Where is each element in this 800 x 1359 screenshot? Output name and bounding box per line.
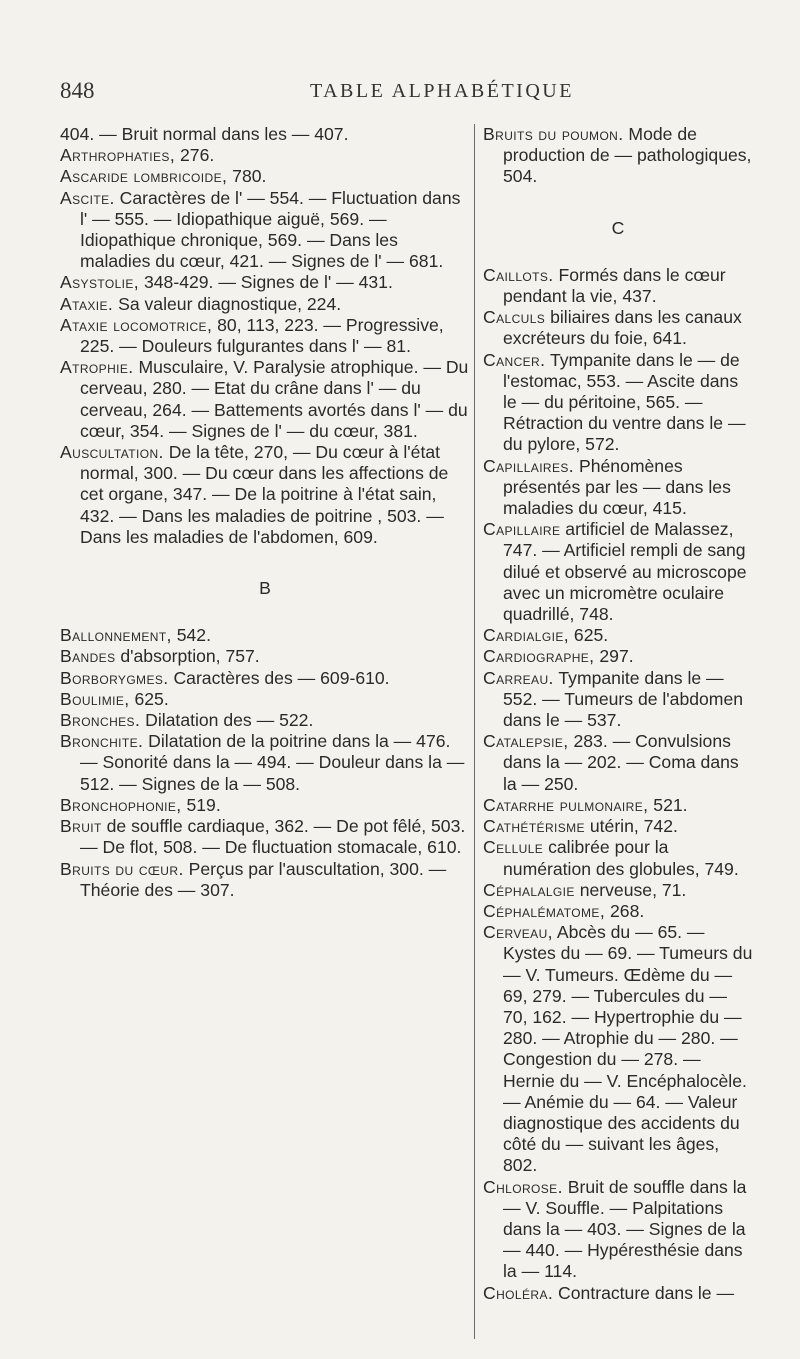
running-title: TABLE ALPHABÉTIQUE — [310, 80, 574, 102]
index-entry — [60, 731, 470, 795]
entry-text: calibrée pour la numération des globules, 749. — [503, 837, 739, 879]
entry-headword: Ascaride lombricoide, — [60, 166, 228, 187]
entry-text: 780. — [227, 166, 267, 187]
entry-headword: Carreau. — [483, 667, 554, 688]
entries-a — [60, 145, 470, 548]
entry-headword: Bruits du cœur. — [60, 858, 184, 879]
entry-headword: Ascite. — [60, 187, 115, 208]
index-entry — [483, 816, 753, 837]
entry-text: Sa valeur diagnostique, 224. — [113, 293, 342, 314]
index-entry — [483, 124, 753, 188]
entry-headword: Atrophie. — [60, 357, 134, 378]
index-entry — [483, 668, 753, 732]
entry-headword: Bronchophonie, — [60, 794, 182, 815]
index-entry — [483, 731, 753, 795]
entry-text: Formés dans le cœur pendant la vie, 437. — [503, 264, 726, 307]
entry-headword: Choléra. — [483, 1282, 554, 1303]
entry-text: d'absorption, 757. — [115, 646, 260, 667]
entry-text: 625. — [129, 688, 169, 709]
entry-text: 283. — Convulsions dans la — 202. — Coma dans la — 250. — [503, 731, 739, 794]
entry-text: 521. — [648, 794, 688, 815]
entry-headword: Cardiographe, — [483, 646, 595, 667]
entry-headword: Caillots. — [483, 264, 554, 285]
entry-headword: Ballonnement, — [60, 625, 172, 646]
entry-text: Caractères des — 609-610. — [168, 667, 390, 688]
entry-text: 80, 113, 223. — Progressive, 225. — Douleurs fulgurantes dans l' — 81. — [80, 314, 444, 357]
index-entry — [483, 265, 753, 307]
column-divider — [474, 124, 475, 1339]
entry-text: Mode de production de — pathologiques, 504. — [503, 124, 752, 187]
entry-headword: Auscultation. — [60, 442, 164, 463]
continuation-entry: 404. — Bruit normal dans les — 407. — [60, 124, 349, 144]
index-entry — [60, 272, 470, 293]
entry-headword: Céphalématome, — [483, 900, 606, 921]
entries-b-continued — [483, 124, 753, 188]
index-entry — [483, 646, 753, 667]
entry-headword: Cardialgie, — [483, 625, 570, 646]
entry-text: De la tête, 270, — Du cœur à l'état normal, 300. — Du cœur dans les affections de cet organe, 347. — De la poitrine à l'état sain, 432. — Dans les maladies de poitrine , 503. —Dans les maladies de l'abdomen, 609. — [80, 442, 449, 547]
index-entry — [60, 442, 470, 548]
index-entry — [483, 456, 753, 520]
index-entry — [60, 668, 470, 689]
entry-text: Dilatation des — 522. — [140, 710, 314, 731]
entry-headword: Ataxie locomotrice, — [60, 314, 213, 335]
index-entry — [483, 880, 753, 901]
entry-text: 297. — [594, 646, 634, 667]
entry-headword: Catarrhe pulmonaire, — [483, 794, 649, 815]
index-entry — [483, 837, 753, 879]
entry-headword: Cathétérisme — [483, 816, 585, 837]
index-entry — [60, 795, 470, 816]
entry-text: Abcès du — 65. — Kystes du — 69. — Tumeurs du — V. Tumeurs. Œdème du — 69, 279. — Tubercules du — 70, 162. — Hypertrophie du — 280. — Atrophie du — 280. — Congestion du — 278. — Hernie du — V. Encéphalocèle. — Anémie du — 64. — Valeur diagnostique des accidents du côté du — suivant les âges, 802. — [503, 922, 753, 1176]
entries-b — [60, 625, 470, 901]
entry-text: Tympanite dans le — 552. — Tumeurs de l'abdomen dans le — 537. — [503, 667, 744, 731]
entry-headword: Cancer. — [483, 349, 546, 370]
right-column — [483, 124, 753, 1304]
index-entry — [60, 859, 470, 901]
entry-headword: Bruits du poumon. — [483, 124, 624, 144]
entry-text: Dilatation de la poitrine dans la — 476. — Sonorité dans la — 494. — Douleur dans la — 512. — Signes de la — 508. — [80, 731, 465, 794]
entry-headword: Céphalalgie — [483, 879, 575, 900]
index-entry — [60, 294, 470, 315]
left-column — [60, 124, 470, 901]
section-letter-c: C — [611, 217, 625, 238]
index-entry — [60, 166, 470, 187]
entry-headword: Cellule — [483, 837, 544, 858]
entry-text: 348-429. — Signes de l' — 431. — [139, 272, 393, 293]
index-entry — [60, 816, 470, 858]
index-entry — [483, 307, 753, 349]
index-entry — [60, 357, 470, 442]
entry-headword: Ataxie. — [60, 293, 114, 314]
index-entry — [483, 795, 753, 816]
index-entry — [60, 145, 470, 166]
entry-text: Musculaire, V. Paralysie atrophique. — Du cerveau, 280. — Etat du crâne dans l' — du cerveau, 264. — Battements avortés dans l' — du cœur, 354. — Signes de l' — du cœur, 381. — [80, 357, 469, 441]
entry-text: Phénomènes présentés par les — dans les maladies du cœur, 415. — [503, 455, 731, 519]
entry-headword: Bronches. — [60, 710, 141, 731]
entry-headword: Catalepsie, — [483, 731, 569, 752]
entry-headword: Bandes — [60, 646, 116, 667]
entry-text: 542. — [171, 625, 211, 646]
index-entry — [60, 689, 470, 710]
entry-headword: Bruit — [60, 816, 102, 837]
index-entry — [60, 315, 470, 357]
index-entry — [483, 901, 753, 922]
entry-text: artificiel de Malassez, 747. — Artificiel rempli de sang dilué et observé au microscope avec un micromètre oculaire quadrillé, 748. — [503, 519, 747, 625]
index-entry — [483, 922, 753, 1176]
index-entry — [483, 625, 753, 646]
entry-headword: Capillaires. — [483, 455, 575, 476]
entry-text: Contracture dans le — — [553, 1282, 735, 1303]
entry-text: Bruit de souffle dans la — V. Souffle. — Palpitations dans la — 403. — Signes de la — 440. — Hypéresthésie dans la — 114. — [503, 1176, 747, 1282]
index-entry — [483, 350, 753, 456]
page-number: 848 — [60, 78, 95, 103]
entries-c — [483, 265, 753, 1304]
index-entry — [60, 710, 470, 731]
index-entry — [483, 1283, 753, 1304]
index-entry — [483, 1177, 753, 1283]
entry-headword: Cerveau, — [483, 922, 553, 943]
entry-headword: Chlorose. — [483, 1176, 563, 1197]
entry-text: Tympanite dans le — de l'estomac, 553. — Ascite dans le — du péritoine, 565. — Rétraction du ventre dans le — du pylore, 572. — [503, 349, 746, 455]
entry-text: Caractères de l' — 554. — Fluctuation dans l' — 555. — Idiopathique aiguë, 569. — Idiopathique chronique, 569. — Dans les maladies du cœur, 421. — Signes de l' — 681. — [80, 187, 461, 272]
entry-headword: Arthrophaties, — [60, 145, 176, 166]
entry-text: utérin, 742. — [584, 816, 678, 837]
entry-text: biliaires dans les canaux excréteurs du foie, 641. — [503, 307, 742, 349]
entry-text: nerveuse, 71. — [574, 879, 687, 900]
entry-text: de souffle cardiaque, 362. — De pot fêlé, 503. — De flot, 508. — De fluctuation stomacale, 610. — [80, 816, 466, 858]
index-entry — [60, 188, 470, 273]
index-entry — [60, 646, 470, 667]
entry-headword: Boulimie, — [60, 688, 130, 709]
entry-headword: Capillaire — [483, 519, 561, 540]
section-letter-b: B — [259, 578, 271, 599]
entry-text: 276. — [175, 145, 215, 166]
entry-text: 519. — [181, 794, 221, 815]
entry-text: 625. — [569, 625, 609, 646]
entry-text: Perçus par l'auscultation, 300. — Théorie des — 307. — [80, 858, 447, 900]
entry-headword: Asystolie, — [60, 272, 140, 293]
index-entry — [483, 519, 753, 625]
entry-headword: Bronchite. — [60, 731, 144, 752]
entry-headword: Borborygmes. — [60, 667, 169, 688]
entry-headword: Calculs — [483, 307, 546, 328]
entry-text: 268. — [605, 900, 645, 921]
index-entry — [60, 625, 470, 646]
